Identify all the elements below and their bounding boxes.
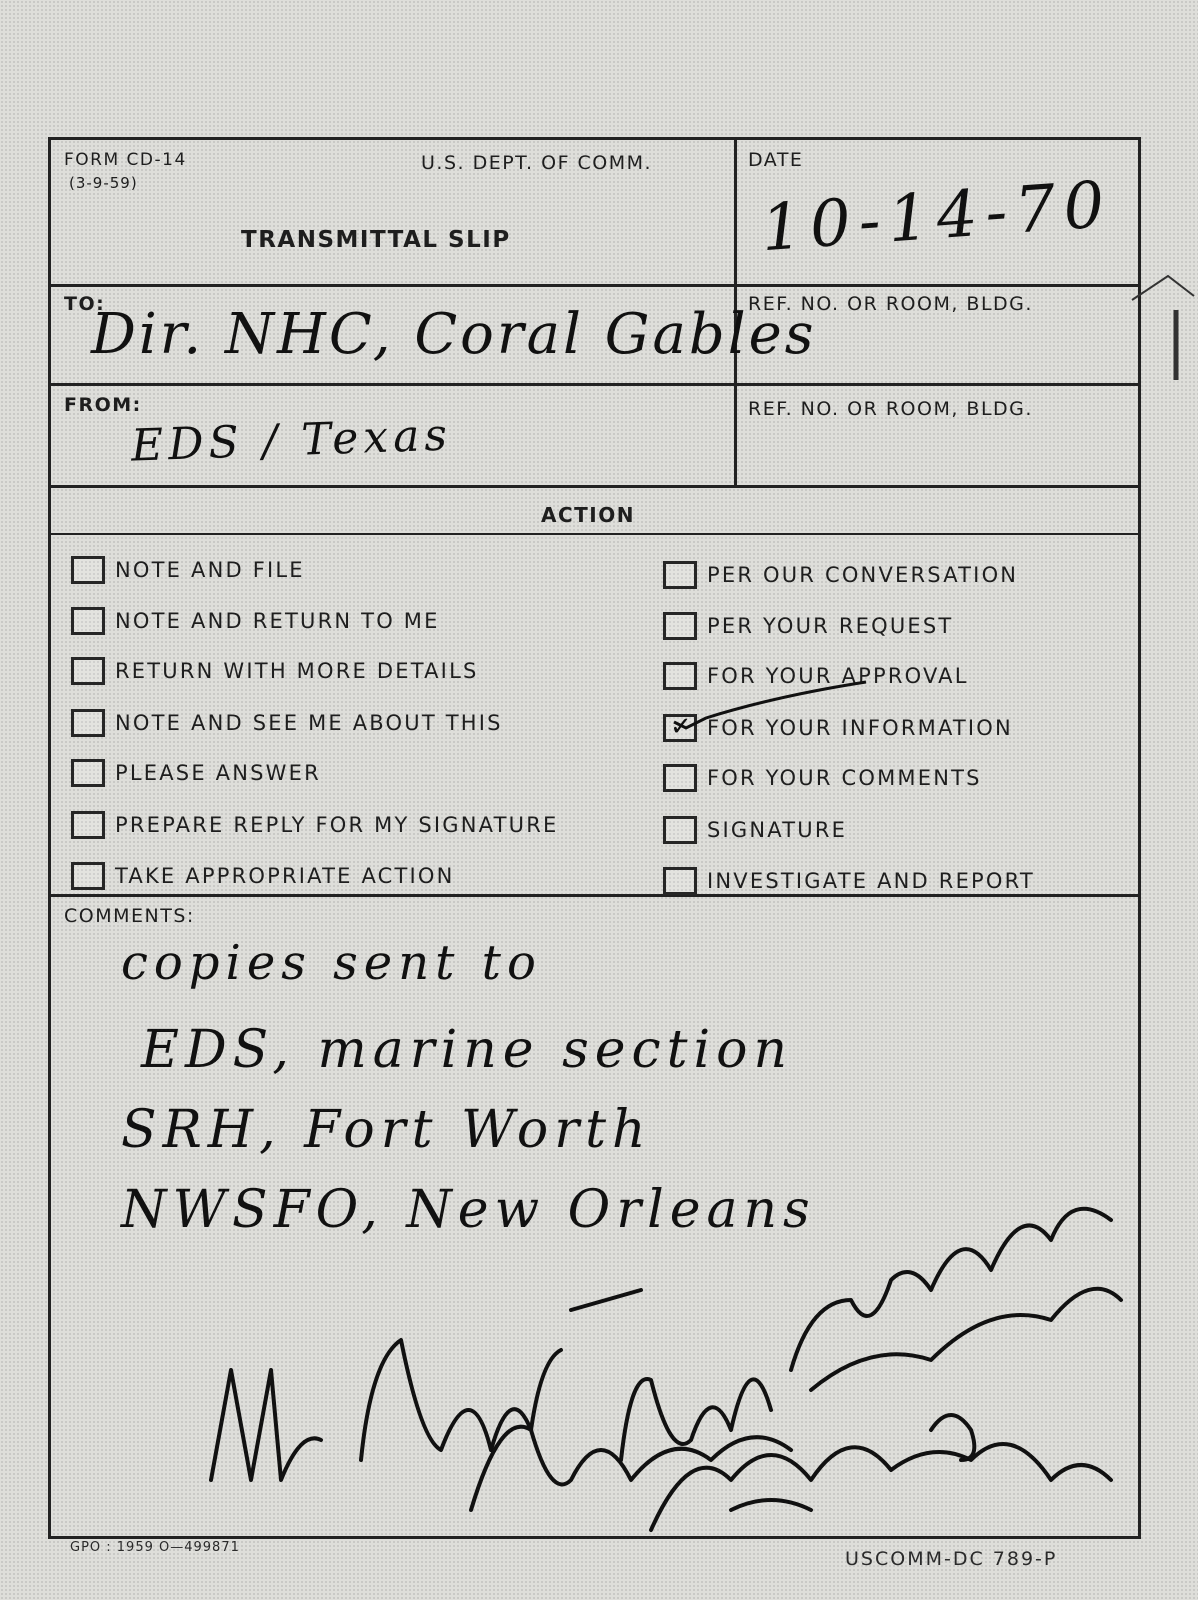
staple-edge-mark bbox=[1128, 270, 1198, 390]
comments-line-4[interactable]: NWSFO, New Orleans bbox=[121, 1180, 816, 1240]
action-option-label: PREPARE REPLY FOR MY SIGNATURE bbox=[115, 813, 559, 837]
transmittal-slip-form bbox=[48, 137, 1141, 1539]
action-option-left-3[interactable] bbox=[71, 654, 479, 688]
action-option-label: NOTE AND RETURN TO ME bbox=[115, 609, 440, 633]
to-label: TO: bbox=[64, 293, 106, 315]
divider-action-header bbox=[51, 533, 1138, 535]
action-option-label: FOR YOUR INFORMATION bbox=[707, 716, 1013, 740]
action-option-label: SIGNATURE bbox=[707, 818, 848, 842]
checkbox[interactable] bbox=[663, 816, 697, 844]
from-label: FROM: bbox=[64, 394, 142, 416]
from-value[interactable]: EDS / Texas bbox=[130, 409, 453, 472]
action-option-left-4[interactable] bbox=[71, 706, 503, 740]
action-option-left-5[interactable] bbox=[71, 756, 321, 790]
department-name: U.S. DEPT. OF COMM. bbox=[421, 152, 653, 174]
action-option-label: INVESTIGATE AND REPORT bbox=[707, 869, 1035, 893]
action-option-right-7[interactable] bbox=[663, 864, 1035, 898]
checkbox[interactable] bbox=[71, 811, 105, 839]
footer-uscomm-code: USCOMM-DC 789-P bbox=[845, 1548, 1058, 1570]
action-option-label: TAKE APPROPRIATE ACTION bbox=[115, 864, 455, 888]
action-option-label: NOTE AND FILE bbox=[115, 558, 305, 582]
checkbox[interactable] bbox=[71, 657, 105, 685]
comments-line-3[interactable]: SRH, Fort Worth bbox=[121, 1100, 652, 1160]
checkbox[interactable] bbox=[71, 709, 105, 737]
action-option-left-1[interactable] bbox=[71, 553, 305, 587]
action-option-left-2[interactable] bbox=[71, 604, 440, 638]
form-title: TRANSMITTAL SLIP bbox=[241, 227, 511, 253]
form-revision-date: (3-9-59) bbox=[69, 174, 138, 192]
action-option-left-7[interactable] bbox=[71, 859, 455, 893]
check-mark-icon: ✓ bbox=[670, 712, 692, 742]
action-option-right-1[interactable] bbox=[663, 558, 1018, 592]
checkbox[interactable] bbox=[663, 867, 697, 895]
checkbox[interactable] bbox=[71, 607, 105, 635]
to-value[interactable]: Dir. NHC, Coral Gables bbox=[91, 302, 817, 367]
action-option-label: NOTE AND SEE ME ABOUT THIS bbox=[115, 711, 503, 735]
action-option-label: FOR YOUR APPROVAL bbox=[707, 664, 969, 688]
divider-from bbox=[51, 485, 1138, 488]
comments-label: COMMENTS: bbox=[64, 905, 195, 927]
checkbox[interactable] bbox=[663, 764, 697, 792]
footer-gpo-code: GPO : 1959 O—499871 bbox=[70, 1540, 240, 1555]
date-label: DATE bbox=[748, 149, 804, 171]
ref-label-to: REF. NO. OR ROOM, BLDG. bbox=[748, 293, 1033, 315]
checkbox[interactable] bbox=[663, 612, 697, 640]
ref-label-from: REF. NO. OR ROOM, BLDG. bbox=[748, 398, 1033, 420]
checkbox[interactable] bbox=[71, 759, 105, 787]
action-option-label: RETURN WITH MORE DETAILS bbox=[115, 659, 479, 683]
handwritten-check-stroke bbox=[666, 678, 886, 738]
divider-header bbox=[51, 284, 1138, 287]
form-number: FORM CD-14 bbox=[64, 150, 187, 170]
action-option-label: FOR YOUR COMMENTS bbox=[707, 766, 982, 790]
date-value[interactable]: 10-14-70 bbox=[758, 167, 1115, 267]
checkbox[interactable] bbox=[71, 556, 105, 584]
handwritten-signature-note bbox=[171, 1180, 1131, 1540]
action-header: ACTION bbox=[541, 503, 635, 527]
action-option-label: PER OUR CONVERSATION bbox=[707, 563, 1019, 587]
action-option-right-2[interactable] bbox=[663, 609, 953, 643]
checkbox[interactable] bbox=[663, 561, 697, 589]
divider-to bbox=[51, 383, 1138, 386]
action-option-left-6[interactable] bbox=[71, 808, 558, 842]
action-option-right-6[interactable] bbox=[663, 813, 847, 847]
comments-line-2[interactable]: EDS, marine section bbox=[141, 1020, 793, 1080]
action-option-label: PER YOUR REQUEST bbox=[707, 614, 954, 638]
action-option-label: PLEASE ANSWER bbox=[115, 761, 321, 785]
action-option-right-5[interactable] bbox=[663, 761, 982, 795]
checkbox[interactable] bbox=[71, 862, 105, 890]
comments-line-1[interactable]: copies sent to bbox=[121, 935, 542, 991]
